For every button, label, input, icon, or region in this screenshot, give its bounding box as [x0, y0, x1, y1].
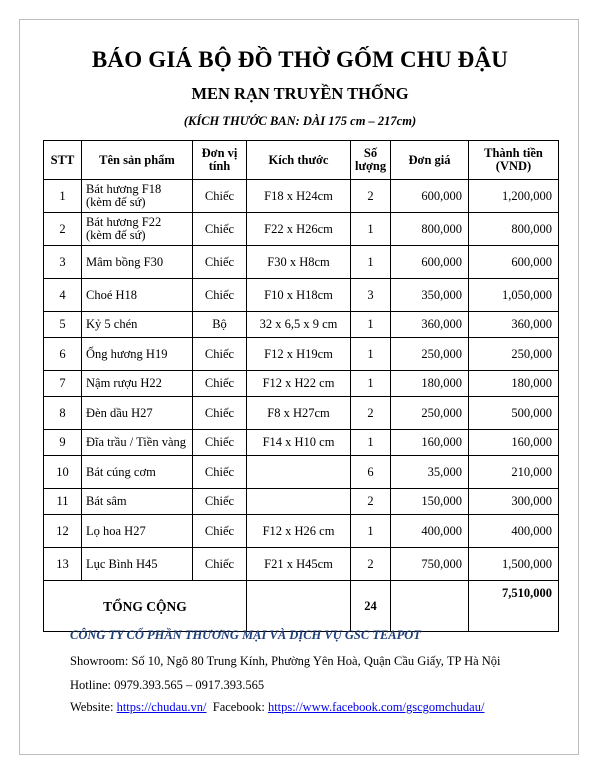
row-unit-price: 360,000: [391, 312, 469, 338]
total-empty-price: [391, 581, 469, 632]
row-unit-price: 180,000: [391, 371, 469, 397]
table-row: [44, 489, 559, 515]
row-unit: Chiếc: [193, 489, 247, 515]
table-row: [44, 397, 559, 430]
row-size: F22 x H26cm: [247, 213, 351, 246]
row-unit: Chiếc: [193, 371, 247, 397]
row-amount: 180,000: [469, 371, 559, 397]
row-product-name: Bát sâm: [82, 489, 193, 515]
row-unit: Bộ: [193, 312, 247, 338]
row-size: F12 x H22 cm: [247, 371, 351, 397]
row-quantity: 6: [351, 456, 391, 489]
row-unit-price: 600,000: [391, 246, 469, 279]
header-unit-line1: Đơn vị: [201, 146, 238, 160]
header-stt: STT: [44, 141, 82, 180]
row-unit-price: 750,000: [391, 548, 469, 581]
row-quantity: 1: [351, 515, 391, 548]
row-quantity: 1: [351, 213, 391, 246]
header-total-line2: (VND): [495, 159, 532, 173]
document-title: BÁO GIÁ BỘ ĐỒ THỜ GỐM CHU ĐẬU: [91, 47, 509, 72]
row-size: F12 x H26 cm: [247, 515, 351, 548]
row-unit: Chiếc: [193, 338, 247, 371]
total-amount: 7,510,000: [469, 581, 559, 632]
row-product-name: Lọ hoa H27: [82, 515, 193, 548]
header-amount: [469, 141, 559, 180]
row-stt: 13: [44, 548, 82, 581]
row-unit-price: 250,000: [391, 338, 469, 371]
row-stt: 4: [44, 279, 82, 312]
product-name-line2: (kèm đế sứ): [86, 195, 146, 209]
row-stt: 2: [44, 213, 82, 246]
row-quantity: 2: [351, 397, 391, 430]
row-quantity: 1: [351, 371, 391, 397]
document-subtitle: MEN RẠN TRUYỀN THỐNG: [191, 84, 409, 103]
row-quantity: 1: [351, 246, 391, 279]
row-amount: 360,000: [469, 312, 559, 338]
row-stt: 10: [44, 456, 82, 489]
row-size: F10 x H18cm: [247, 279, 351, 312]
row-product-name: [82, 180, 193, 213]
row-size: F8 x H27cm: [247, 397, 351, 430]
row-amount: 800,000: [469, 213, 559, 246]
table-row: [44, 371, 559, 397]
product-name-line1: Bát hương F18: [86, 182, 162, 196]
product-name-line1: Bát hương F22: [86, 215, 162, 229]
row-quantity: 2: [351, 548, 391, 581]
table-row: [44, 456, 559, 489]
website-label: Website:: [70, 700, 114, 714]
size-note: (KÍCH THƯỚC BAN: DÀI 175 cm – 217cm): [183, 114, 417, 128]
website-line: [70, 700, 484, 715]
row-product-name: Nậm rượu H22: [82, 371, 193, 397]
row-stt: 11: [44, 489, 82, 515]
table-row: [44, 246, 559, 279]
row-quantity: 3: [351, 279, 391, 312]
row-size: F30 x H8cm: [247, 246, 351, 279]
header-quantity: [351, 141, 391, 180]
row-stt: 1: [44, 180, 82, 213]
row-size: [247, 456, 351, 489]
row-amount: 300,000: [469, 489, 559, 515]
row-product-name: Bát cúng cơm: [82, 456, 193, 489]
table-header-row: [44, 141, 559, 180]
price-table: [43, 140, 559, 632]
row-unit: Chiếc: [193, 456, 247, 489]
row-stt: 8: [44, 397, 82, 430]
row-size: [247, 489, 351, 515]
row-amount: 250,000: [469, 338, 559, 371]
row-quantity: 2: [351, 489, 391, 515]
table-row: [44, 213, 559, 246]
total-quantity: 24: [351, 581, 391, 632]
row-quantity: 1: [351, 430, 391, 456]
row-size: F14 x H10 cm: [247, 430, 351, 456]
row-stt: 9: [44, 430, 82, 456]
row-product-name: Lục Bình H45: [82, 548, 193, 581]
row-unit: Chiếc: [193, 430, 247, 456]
header-unit: [193, 141, 247, 180]
row-product-name: Choé H18: [82, 279, 193, 312]
row-size: 32 x 6,5 x 9 cm: [247, 312, 351, 338]
row-amount: 210,000: [469, 456, 559, 489]
header-unit-line2: tính: [208, 159, 231, 173]
showroom-address: Showroom: Số 10, Ngõ 80 Trung Kính, Phường Yên Hoà, Quận Cầu Giấy, TP Hà Nội: [70, 654, 501, 668]
header-qty-line2: lượng: [355, 159, 387, 173]
header-unit-price: Đơn giá: [391, 141, 469, 180]
row-unit-price: 350,000: [391, 279, 469, 312]
header-total-line1: Thành tiền: [484, 146, 543, 160]
table-row: [44, 279, 559, 312]
header-size: Kích thước: [247, 141, 351, 180]
row-unit: Chiếc: [193, 515, 247, 548]
row-stt: 3: [44, 246, 82, 279]
header-qty-line1: Số: [363, 146, 378, 160]
facebook-label: Facebook:: [212, 700, 265, 714]
table-row: [44, 515, 559, 548]
total-empty-size: [247, 581, 351, 632]
row-unit: Chiếc: [193, 246, 247, 279]
row-size: F21 x H45cm: [247, 548, 351, 581]
row-unit-price: 35,000: [391, 456, 469, 489]
row-unit-price: 250,000: [391, 397, 469, 430]
row-unit-price: 150,000: [391, 489, 469, 515]
table-row: [44, 548, 559, 581]
row-unit-price: 600,000: [391, 180, 469, 213]
row-quantity: 1: [351, 312, 391, 338]
row-unit-price: 400,000: [391, 515, 469, 548]
row-unit: Chiếc: [193, 397, 247, 430]
row-product-name: Kỷ 5 chén: [82, 312, 193, 338]
row-unit-price: 160,000: [391, 430, 469, 456]
row-unit: Chiếc: [193, 180, 247, 213]
table-row: [44, 338, 559, 371]
row-size: F18 x H24cm: [247, 180, 351, 213]
row-unit: Chiếc: [193, 548, 247, 581]
header-product-name: Tên sản phẩm: [82, 141, 193, 180]
table-row: [44, 180, 559, 213]
row-stt: 12: [44, 515, 82, 548]
company-name: CÔNG TY CỔ PHẦN THƯƠNG MẠI VÀ DỊCH VỤ GSC TEAPOT: [70, 628, 421, 642]
row-unit: Chiếc: [193, 279, 247, 312]
hotline: Hotline: 0979.393.565 – 0917.393.565: [70, 678, 265, 692]
row-amount: 160,000: [469, 430, 559, 456]
row-product-name: Đèn dầu H27: [82, 397, 193, 430]
row-product-name: Mâm bồng F30: [82, 246, 193, 279]
facebook-link[interactable]: https://www.facebook.com/gscgomchudau/: [267, 700, 485, 714]
row-product-name: Ống hương H19: [82, 338, 193, 371]
row-size: F12 x H19cm: [247, 338, 351, 371]
product-name-line2: (kèm đế sứ): [86, 228, 146, 242]
row-unit-price: 800,000: [391, 213, 469, 246]
row-stt: 6: [44, 338, 82, 371]
row-amount: 600,000: [469, 246, 559, 279]
website-link[interactable]: https://chudau.vn/: [116, 700, 207, 714]
row-quantity: 2: [351, 180, 391, 213]
row-amount: 1,500,000: [469, 548, 559, 581]
row-amount: 1,050,000: [469, 279, 559, 312]
row-stt: 7: [44, 371, 82, 397]
row-amount: 400,000: [469, 515, 559, 548]
row-product-name: Đĩa trầu / Tiền vàng: [82, 430, 193, 456]
table-row: [44, 312, 559, 338]
row-quantity: 1: [351, 338, 391, 371]
row-unit: Chiếc: [193, 213, 247, 246]
row-amount: 500,000: [469, 397, 559, 430]
row-stt: 5: [44, 312, 82, 338]
table-row: [44, 430, 559, 456]
row-amount: 1,200,000: [469, 180, 559, 213]
total-label: TỔNG CỘNG: [44, 581, 247, 632]
row-product-name: [82, 213, 193, 246]
total-row: [44, 581, 559, 632]
